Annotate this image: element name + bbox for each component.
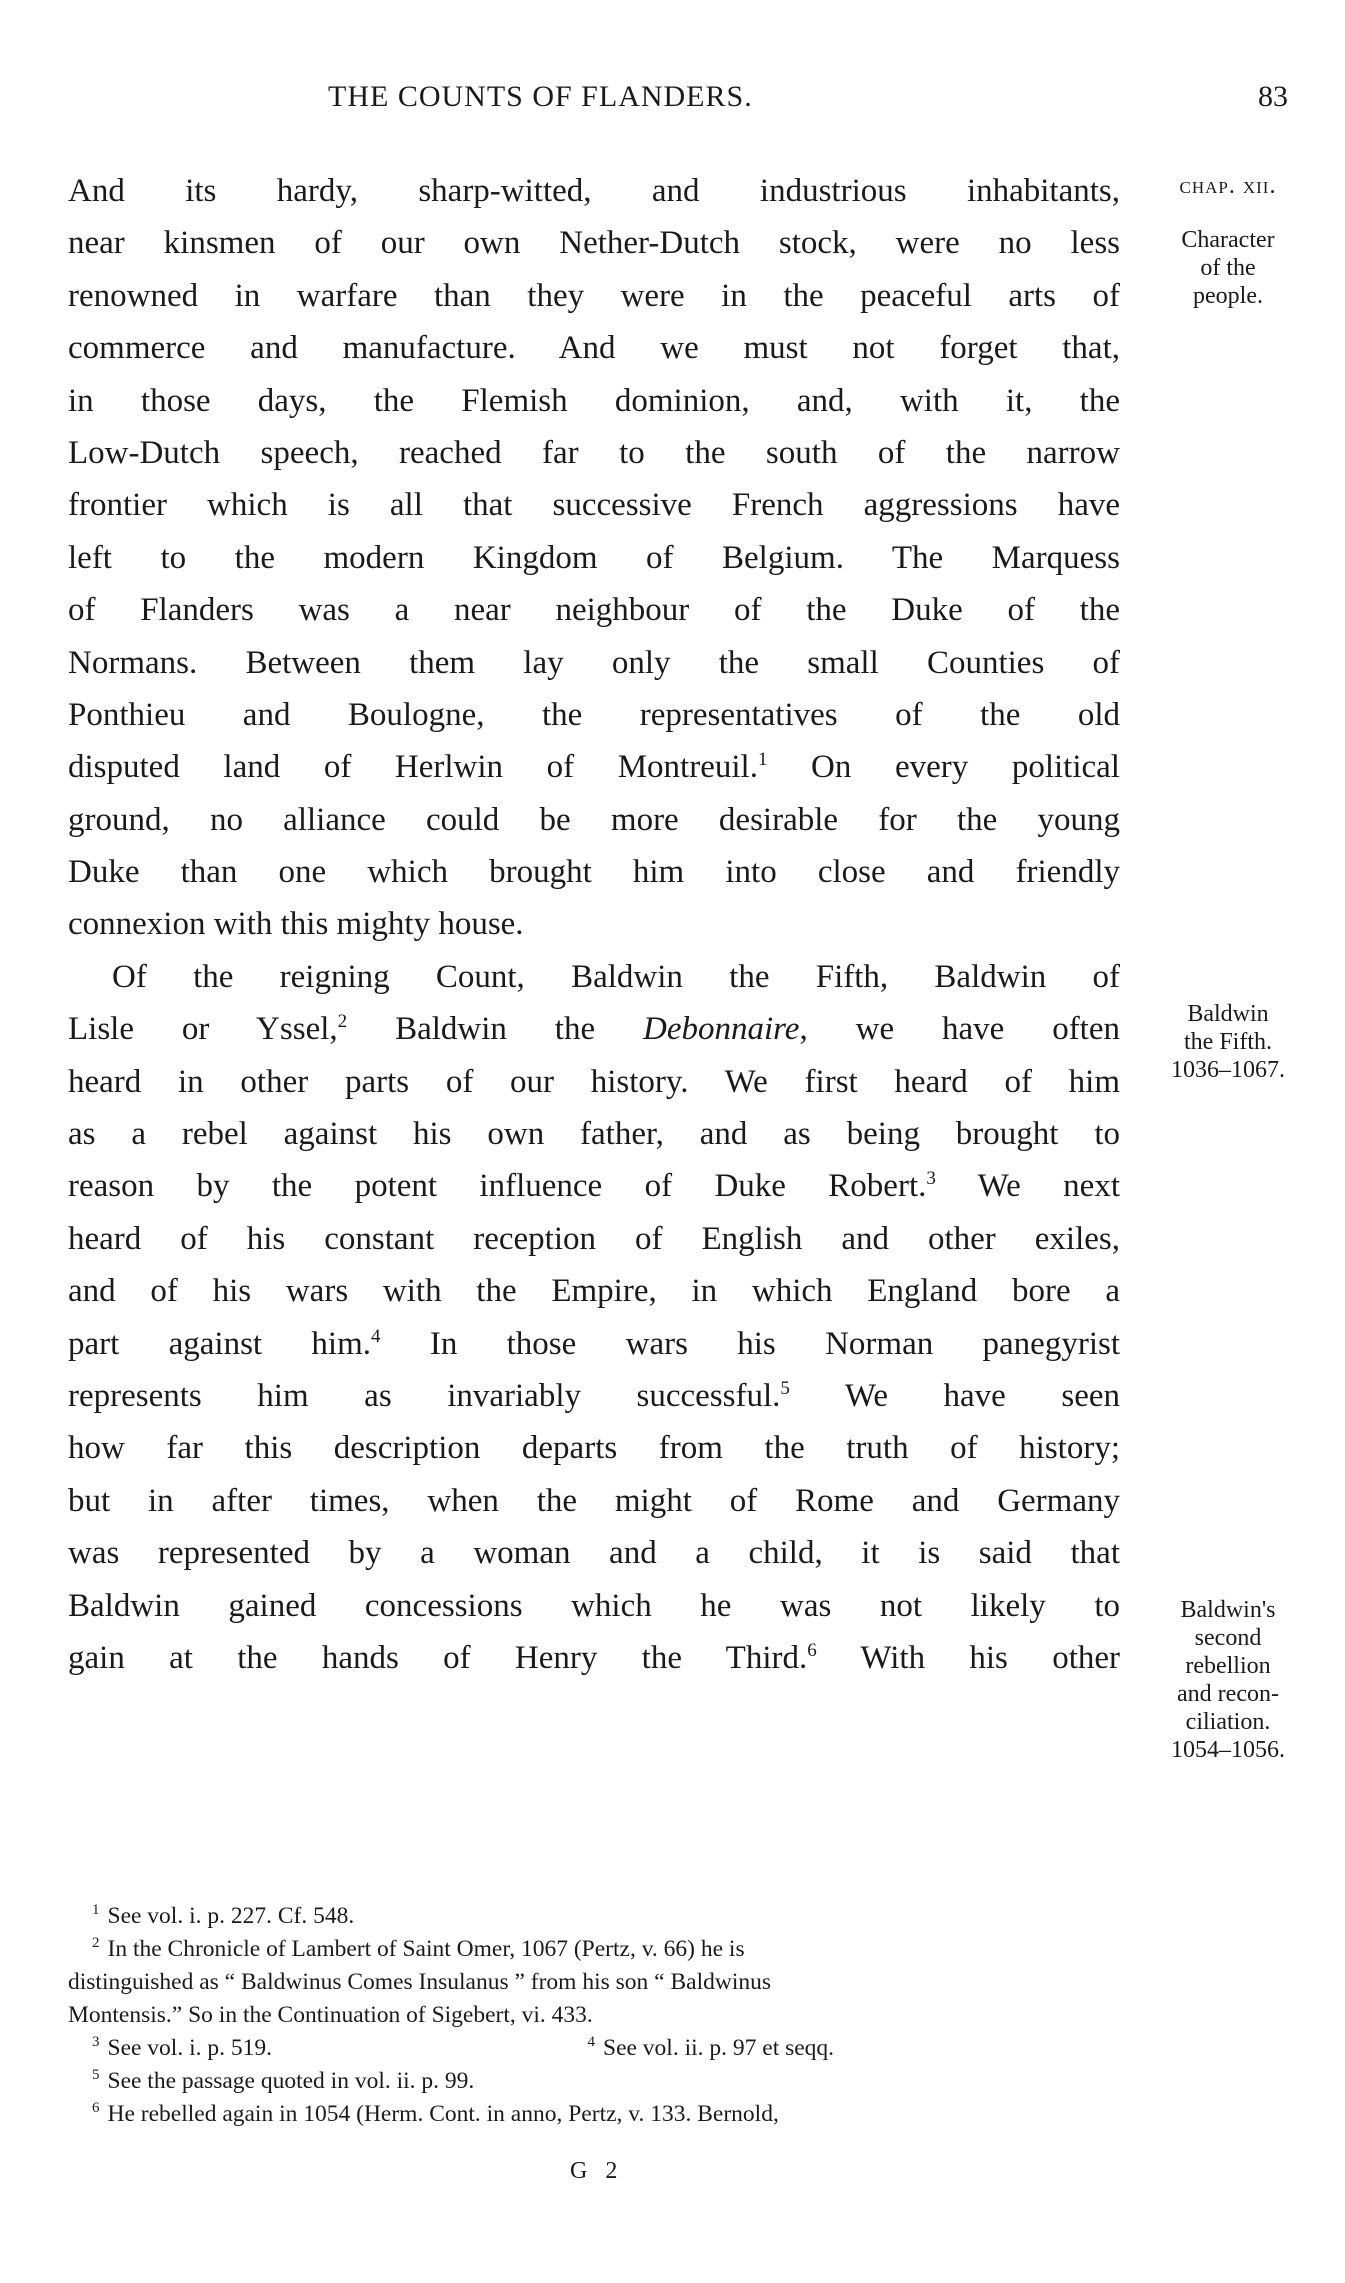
margin-line: people. [1193,283,1263,309]
body-line: Baldwin gained concessions which he was not likely to [68,1587,1120,1624]
margin-chapter-label [1128,172,1328,200]
body-text-span: With his other [816,1639,1120,1676]
margin-line: 1054–1056. [1171,1737,1285,1763]
footnote-ref: 3 [926,1168,936,1190]
footnote-text: See the passage quoted in vol. ii. p. 99. [107,2068,475,2094]
body-line [68,1003,1120,1055]
body-line [68,1632,1120,1684]
footnote-text: See vol. i. p. 227. Cf. 548. [107,1903,355,1929]
margin-line: second [1194,1625,1262,1651]
page-number: 83 [1258,80,1288,113]
margin-note-baldwin-fifth [1128,1000,1328,1084]
body-line: and of his wars with the Empire, in which England bore a [68,1273,1120,1310]
footnote-ref: 1 [757,749,768,771]
body-line: renowned in warfare than they were in the peaceful arts of [68,277,1120,314]
body-line: ground, no alliance could be more desirable for the young [68,801,1120,838]
body-line: heard in other parts of our history. We first heard of him [68,1063,1120,1100]
body-line [68,1370,1120,1422]
footnote-pair [68,2032,1128,2065]
running-head: THE COUNTS OF FLANDERS. [328,80,753,113]
footnote-text: See vol. i. p. 519. [107,2035,272,2061]
footnote-number: 4 [587,2034,595,2051]
body-line: Of the reigning Count, Baldwin the Fifth, Baldwin of [112,958,1120,995]
body-text-span: We have seen [789,1377,1120,1414]
body-text-span: disputed land of Herlwin of Montreuil. [68,749,758,786]
margin-line: of the [1200,255,1256,281]
margin-line: Baldwin [1187,1001,1269,1027]
footnote-ref: 5 [780,1377,790,1399]
body-text-span: represents him as invariably successful. [68,1377,781,1414]
body-line: in those days, the Flemish dominion, and, with it, the [68,382,1120,419]
margin-line: 1036–1067. [1171,1057,1285,1083]
body-line [68,1318,1120,1370]
margin-line: ciliation. [1185,1709,1271,1735]
footnote-ref: 4 [371,1325,381,1347]
body-line: left to the modern Kingdom of Belgium. The Marquess [68,539,1120,576]
body-text-span: , we have often [799,1011,1120,1048]
body-text [68,165,1120,1684]
body-line: but in after times, when the might of Rome and Germany [68,1482,1120,1519]
body-line: how far this description departs from the truth of history; [68,1430,1120,1467]
footnote-text: He rebelled again in 1054 (Herm. Cont. in anno, Pertz, v. 133. Bernold, [107,2101,779,2127]
margin-line: and recon- [1177,1681,1279,1707]
body-text-span: We next [935,1168,1120,1205]
body-line: heard of his constant reception of English and other exiles, [68,1220,1120,1257]
footnote-number: 1 [92,1902,100,1919]
body-line: Normans. Between them lay only the small Counties of [68,644,1120,681]
signature-mark: G 2 [570,2158,624,2184]
body-line: near kinsmen of our own Nether-Dutch stock, were no less [68,225,1120,262]
body-line: was represented by a woman and a child, it is said that [68,1535,1120,1572]
margin-note-character [1128,226,1328,310]
margin-line: the Fifth. [1184,1029,1272,1055]
margin-line: Baldwin's [1180,1597,1276,1623]
page-header [68,80,1288,120]
footnote-text: See vol. ii. p. 97 et seqq. [603,2035,835,2061]
body-text-span: reason by the potent influence of Duke Robert. [68,1168,927,1205]
body-line: Low-Dutch speech, reached far to the south of the narrow [68,434,1120,471]
body-text-span: In those wars his Norman panegyrist [380,1325,1120,1362]
body-text-span: Baldwin the [347,1011,644,1048]
body-line: And its hardy, sharp-witted, and industrious inhabitants, [68,173,1120,209]
body-line: Duke than one which brought him into close and friendly [68,854,1120,891]
footnote-number: 5 [92,2067,100,2084]
footnote-ref: 2 [337,1011,348,1033]
margin-line: Character [1181,227,1275,253]
footnotes [68,1900,1128,2131]
body-line: frontier which is all that successive French aggressions have [68,487,1120,524]
body-line [68,741,1120,793]
footnote [68,2098,1128,2131]
body-line: Ponthieu and Boulogne, the representatives of the old [68,696,1120,733]
body-text-span: part against him. [68,1325,372,1362]
footnote-continuation: distinguished as “ Baldwinus Comes Insulanus ” from his son “ Baldwinus [68,1969,771,1995]
body-line: connexion with this mighty house. [68,906,524,943]
footnote-ref: 6 [807,1639,817,1661]
body-line: of Flanders was a near neighbour of the Duke of the [68,592,1120,629]
italic-epithet: Debonnaire [643,1011,800,1048]
body-text-span: gain at the hands of Henry the Third. [68,1639,808,1676]
footnote-number: 2 [92,1935,100,1952]
chapter-label: chap. xii. [1179,173,1277,199]
footnote-number: 3 [92,2034,100,2051]
footnote-number: 6 [92,2100,100,2117]
body-line [68,1160,1120,1212]
body-line: as a rebel against his own father, and as being brought to [68,1116,1120,1153]
footnote-continuation: Montensis.” So in the Continuation of Sigebert, vi. 433. [68,2002,593,2028]
margin-line: rebellion [1185,1653,1271,1679]
footnote [68,1900,1128,1933]
footnote [68,2065,1128,2098]
margin-note-rebellion [1128,1596,1328,1764]
body-text-span: On every political [767,749,1120,786]
footnote-text: In the Chronicle of Lambert of Saint Omer, 1067 (Pertz, v. 66) he is [107,1936,745,1962]
footnote [68,1933,1128,1966]
body-line: commerce and manufacture. And we must not forget that, [68,330,1120,367]
body-text-span: Lisle or Yssel, [68,1011,338,1048]
